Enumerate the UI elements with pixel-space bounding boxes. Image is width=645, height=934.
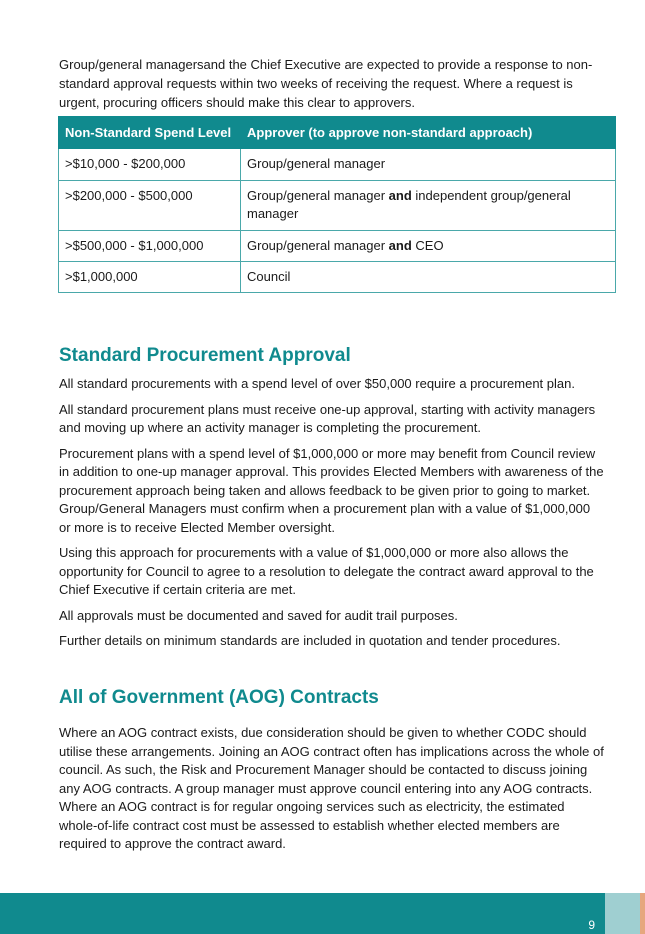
spend-level-cell: >$200,000 - $500,000 (59, 181, 241, 231)
table-row (59, 262, 616, 293)
approver-cell (241, 181, 616, 231)
standard-procurement-body (59, 375, 604, 658)
footer-edge-stripe (640, 893, 645, 934)
body-paragraph: All standard procurements with a spend level of over $50,000 require a procurement plan. (59, 376, 575, 391)
body-paragraph: Further details on minimum standards are included in quotation and tender procedures. (59, 633, 561, 648)
spend-approval-table (58, 116, 616, 293)
standard-procurement-heading: Standard Procurement Approval (59, 345, 351, 366)
table-row (59, 149, 616, 181)
table-row (59, 181, 616, 231)
approver-text: Group/general manager (247, 156, 386, 171)
approver-text: Group/general manager (247, 188, 389, 203)
approver-cell (241, 231, 616, 262)
header-spend-level: Non-Standard Spend Level (59, 117, 241, 149)
spend-level-cell: >$1,000,000 (59, 262, 241, 293)
page-number: 9 (588, 918, 595, 932)
approver-text: Council (247, 269, 291, 284)
footer-band (0, 893, 645, 934)
body-paragraph: All approvals must be documented and saved for audit trail purposes. (59, 607, 458, 623)
approver-text-rest: independent group/general manager (247, 188, 571, 221)
header-approver: Approver (to approve non-standard approach) (241, 117, 616, 149)
spend-level-cell: >$10,000 - $200,000 (59, 149, 241, 181)
approver-text: Group/general manager (247, 238, 389, 253)
body-paragraph: All standard procurement plans must receive one-up approval, starting with activity managers and moving up where an activity manager is completing the procurement. (59, 401, 596, 435)
intro-paragraph: Group/general managersand the Chief Executive are expected to provide a response to non-standard approval requests within two weeks of receiving the request. Where a request is urgent, procuring officers should make this clear to approvers. (59, 57, 593, 110)
approver-and: and (388, 238, 412, 253)
spend-level-cell: >$500,000 - $1,000,000 (59, 231, 241, 262)
approver-text-rest: CEO (411, 238, 444, 253)
table-header-row (59, 117, 616, 149)
aog-contracts-body (59, 724, 604, 861)
footer-accent-block (605, 893, 640, 934)
approver-and: and (388, 188, 412, 203)
approver-cell (241, 149, 616, 181)
body-paragraph: Procurement plans with a spend level of $1,000,000 or more may benefit from Council review in addition to one-up manager approval. This provides Elected Members with awareness of the procurement approach being taken and allows feedback to be given prior to going to market. Group/General Managers must confirm when a procurement plan with a value of $1,000,000 or more is to receive Elected Member oversight. (59, 445, 604, 535)
approver-cell (241, 262, 616, 293)
table-row (59, 231, 616, 262)
body-paragraph: Using this approach for procurements with a value of $1,000,000 or more also allows the opportunity for Council to agree to a resolution to delegate the contract award approval to the Chief Executive if certain criteria are met. (59, 545, 594, 597)
body-paragraph: Where an AOG contract exists, due consideration should be given to whether CODC should utilise these arrangements. Joining an AOG contract often has implications across the whole of council. As such, the Risk and Procurement Manager should be contacted to discuss joining any AOG contracts. A group manager must approve council entering into any AOG contracts. Where an AOG contract is for regular ongoing services such as electricity, the estimated whole-of-life contract cost must be assessed to establish whether elected members are required to approve the contract award. (59, 725, 604, 851)
aog-contracts-heading: All of Government (AOG) Contracts (59, 687, 379, 708)
